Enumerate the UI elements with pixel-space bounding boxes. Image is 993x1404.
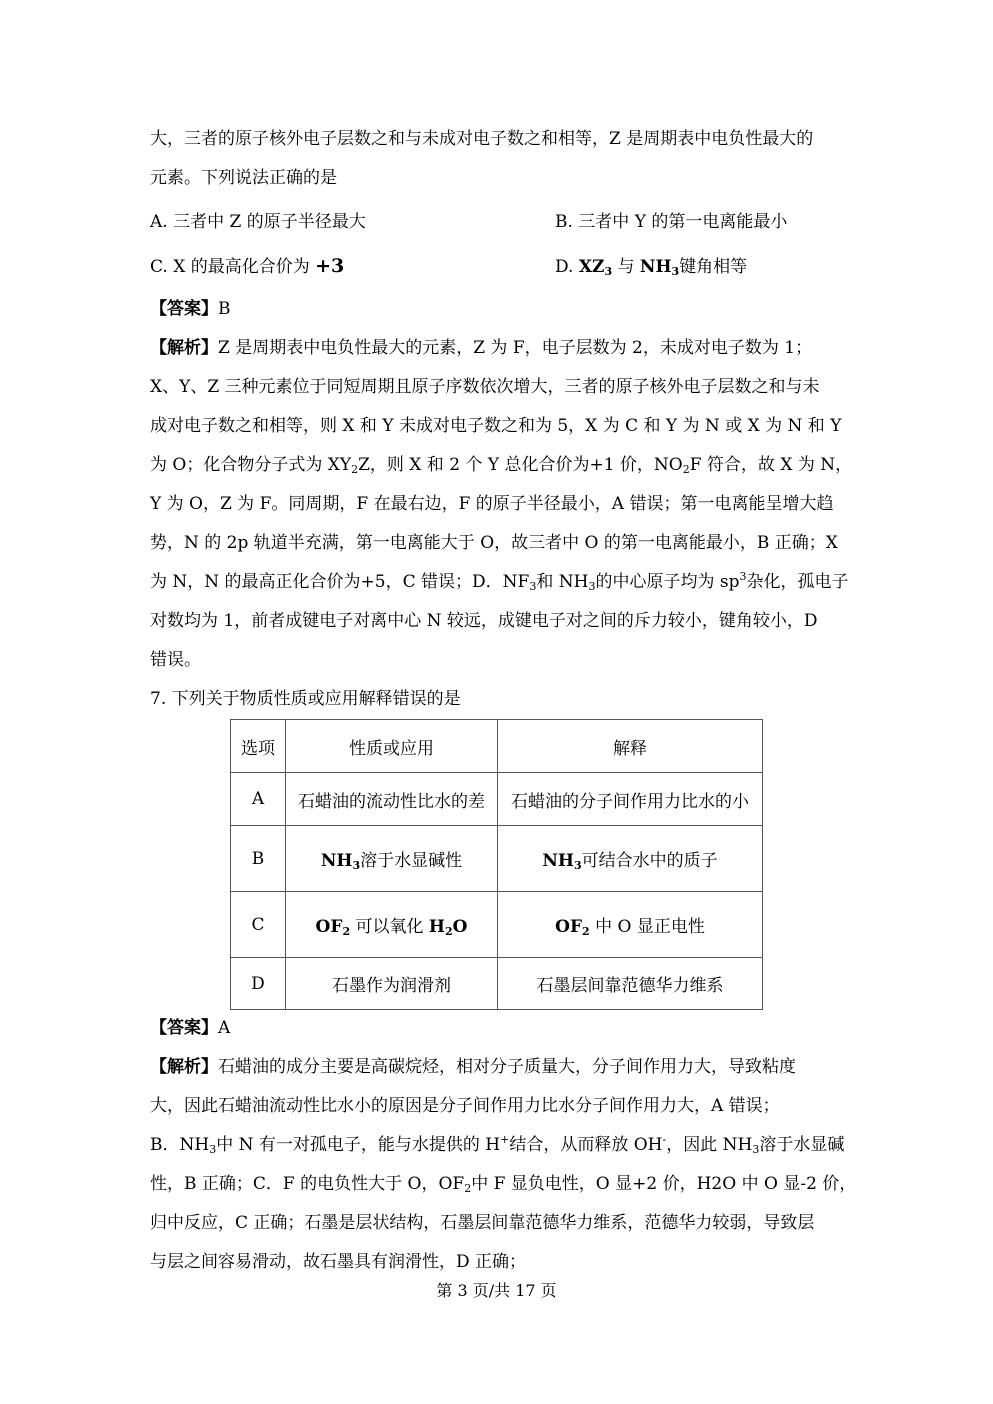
table-cell-option: A [231, 773, 286, 826]
q6-option-a: A. 三者中 Z 的原子半径最大 [150, 212, 366, 232]
q7-stem: 7. 下列关于物质性质或应用解释错误的是 [150, 689, 461, 709]
q7-analysis-line6: 与层之间容易滑动，故石墨具有润滑性，D 正确； [150, 1252, 527, 1272]
table-header-cell: 选项 [231, 720, 286, 773]
q6-option-d: D. $XZ_3$ 与 $NH_3$键角相等 [555, 257, 748, 278]
q6-analysis-line1: 【解析】Z 是周期表中电负性最大的元素，Z 为 F，电子层数为 2，未成对电子数为 1； [150, 338, 813, 358]
q6-stem-line2: 元素。下列说法正确的是 [150, 168, 337, 188]
q6-analysis-line6: 势，N 的 2p 轨道半充满，第一电离能大于 O，故三者中 O 的第一电离能最小，B 正确；X [150, 533, 838, 553]
table-row [231, 958, 763, 1010]
table-cell-option: D [231, 958, 286, 1010]
q7-answer: 【答案】A [150, 1018, 231, 1038]
q6-analysis-line7: 为 N，N 的最高正化合价为+5，C 错误；D．$NF_3$和 $NH_3$的中心原子均为 $sp^3$杂化，孤电子 [150, 570, 849, 593]
table-row [231, 826, 763, 892]
table-row [231, 892, 763, 958]
q6-analysis-line2: X、Y、Z 三种元素位于同短周期且原子序数依次增大，三者的原子核外电子层数之和与未 [150, 377, 820, 397]
table-cell-explanation: $OF_2$ 中 O 显正电性 [498, 892, 763, 958]
table-row [231, 773, 763, 826]
table-cell-property: 石蜡油的流动性比水的差 [286, 773, 498, 826]
page-footer: 第 3 页/共 17 页 [436, 1281, 557, 1300]
q6-option-c: C. X 的最高化合价为 +3 [150, 255, 345, 277]
table-cell-property: $OF_2$ 可以氧化 $H_2O$ [286, 892, 498, 958]
q6-analysis-line4: 为 O；化合物分子式为 $XY_2Z$，则 X 和 2 个 Y 总化合价为+1 价，$NO_2F$ 符合，故 X 为 N， [150, 455, 853, 476]
q6-option-b: B. 三者中 Y 的第一电离能最小 [555, 212, 788, 232]
table-header-cell: 性质或应用 [286, 720, 498, 773]
table-header-row [231, 720, 763, 773]
q7-analysis-line5: 归中反应，C 正确；石墨是层状结构，石墨层间靠范德华力维系，范德华力较弱，导致层 [150, 1213, 815, 1233]
q6-analysis-line8: 对数均为 1，前者成键电子对离中心 N 较远，成键电子对之间的斥力较小，键角较小，D [150, 611, 818, 631]
q7-analysis-line4: 性，B 正确；C．F 的电负性大于 O，$OF_2$中 F 显负电性，O 显+2 价，H2O 中 O 显-2 价， [150, 1174, 857, 1195]
q7-table [230, 719, 763, 1010]
table-cell-explanation: 石蜡油的分子间作用力比水的小 [498, 773, 763, 826]
q6-analysis-line9: 错误。 [150, 650, 201, 670]
table-cell-explanation: $NH_3$可结合水中的质子 [498, 826, 763, 892]
table-cell-option: B [231, 826, 286, 892]
q6-stem-line1: 大，三者的原子核外电子层数之和与未成对电子数之和相等，Z 是周期表中电负性最大的 [150, 129, 814, 149]
table-header-cell: 解释 [498, 720, 763, 773]
q7-analysis-line3: B．$NH_3$中 N 有一对孤电子，能与水提供的 H+结合，从而释放 OH-，因此 $NH_3$溶于水显碱 [150, 1133, 845, 1156]
q6-answer: 【答案】B [150, 299, 231, 319]
table-cell-property: $NH_3$溶于水显碱性 [286, 826, 498, 892]
q7-analysis-line2: 大，因此石蜡油流动性比水小的原因是分子间作用力比水分子间作用力大，A 错误； [150, 1096, 780, 1116]
q6-analysis-line5: Y 为 O，Z 为 F。同周期，F 在最右边，F 的原子半径最小，A 错误；第一电离能呈增大趋 [150, 494, 834, 514]
q6-analysis-line3: 成对电子数之和相等，则 X 和 Y 未成对电子数之和为 5，X 为 C 和 Y 为 N 或 X 为 N 和 Y [150, 416, 842, 436]
q7-analysis-line1: 【解析】石蜡油的成分主要是高碳烷烃，相对分子质量大，分子间作用力大，导致粘度 [150, 1057, 796, 1077]
table-cell-explanation: 石墨层间靠范德华力维系 [498, 958, 763, 1010]
table-cell-option: C [231, 892, 286, 958]
table-cell-property: 石墨作为润滑剂 [286, 958, 498, 1010]
